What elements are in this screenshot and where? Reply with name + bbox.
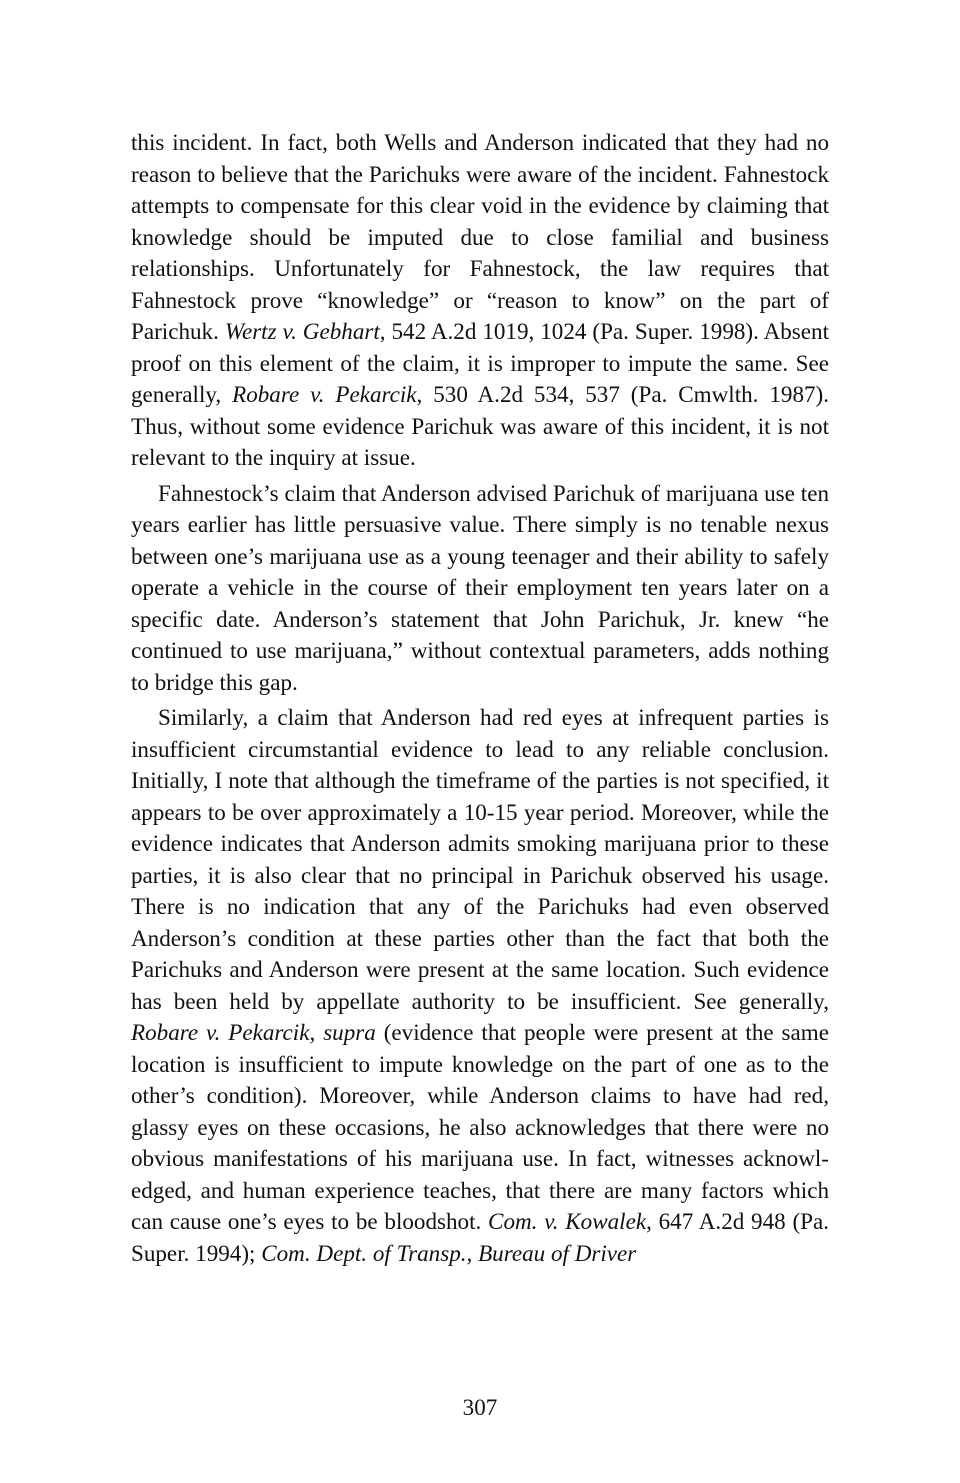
page-body [131,127,829,1273]
case-citation: Com. Dept. of Transp., Bureau of Driver [261,1239,637,1266]
paragraph-3 [131,702,829,1269]
case-citation: Wertz v. Gebhart [224,318,380,344]
page-number: 307 [462,1394,498,1420]
case-citation: Com. v. Kowalek [488,1208,647,1234]
paragraph-1 [131,127,829,474]
text-segment: , 647 A.2d 948 (Pa. Super. 1994); [131,1208,829,1266]
text-segment: , 530 A.2d 534, 537 (Pa. Cmwlth. 1987). Thus, without some evidence Parichuk was aware of this incident, it is not relevant to the inquiry at issue. [131,381,830,470]
text-segment: , 542 A.2d 1019, 1024 (Pa. Super. 1998). Absent proof on this element of the claim, it is improper to impute the same. See generally, [131,318,829,407]
text-segment: Similarly, a claim that Anderson had red eyes at infrequent parties is insufficient circumstantial evidence to lead to any reliable conclusion. Initially, I note that although the timeframe of the parties is not specified, it appears to be over approximately a 10-15 year period. Moreover, while the evidence indicates that Anderson admits smoking marijuana prior to these parties, it is also clear that no principal in Parichuk observed his usage. There is no indication that any of the Parichuks had even observed Anderson’s condition at these parties other than the fact that both the Parichuks and Anderson were present at the same location. Such evidence has been held by appellate authority to be insufficient. See generally, [131,704,829,1014]
text-segment: , [309,1019,324,1045]
paragraph-2 [131,478,829,699]
case-citation: supra [323,1019,376,1045]
text-segment: (evidence that people were present at the same location is insufficient to impute knowledge on the part of one as to the other’s condition). Moreover, while Anderson claims to have had red, glassy eyes on these occasions, he also acknowledges that there were no obvious manifestations of his marijuana use. In fact, witnesses acknowledged, and human experience teaches, that there are many factors which can cause one’s eyes to be bloodshot. [131,1019,830,1234]
case-citation: Robare v. Pekarcik [232,381,417,407]
case-citation: Robare v. Pekarcik [131,1019,310,1045]
text-segment: Fahnestock’s claim that Anderson advised Parichuk of marijuana use ten years earlier has little persuasive value. There simply is no tenable nexus between one’s marijuana use as a young teenager and their ability to safely operate a vehicle in the course of their employment ten years later on a specific date. Anderson’s statement that John Parichuk, Jr. knew “he continued to use marijuana,” without contextual parameters, adds nothing to bridge this gap. [131,479,829,695]
text-segment: this incident. In fact, both Wells and Anderson indicated that they had no reason to believe that the Parichuks were aware of the incident. Fahnestock attempts to compensate for this clear void in the evidence by claiming that knowledge should be imputed due to close familial and business relationships. Unfortunately for Fahnestock, the law requires that Fahnestock prove “knowledge” or “reason to know” on the part of Parichuk. [131,129,829,344]
